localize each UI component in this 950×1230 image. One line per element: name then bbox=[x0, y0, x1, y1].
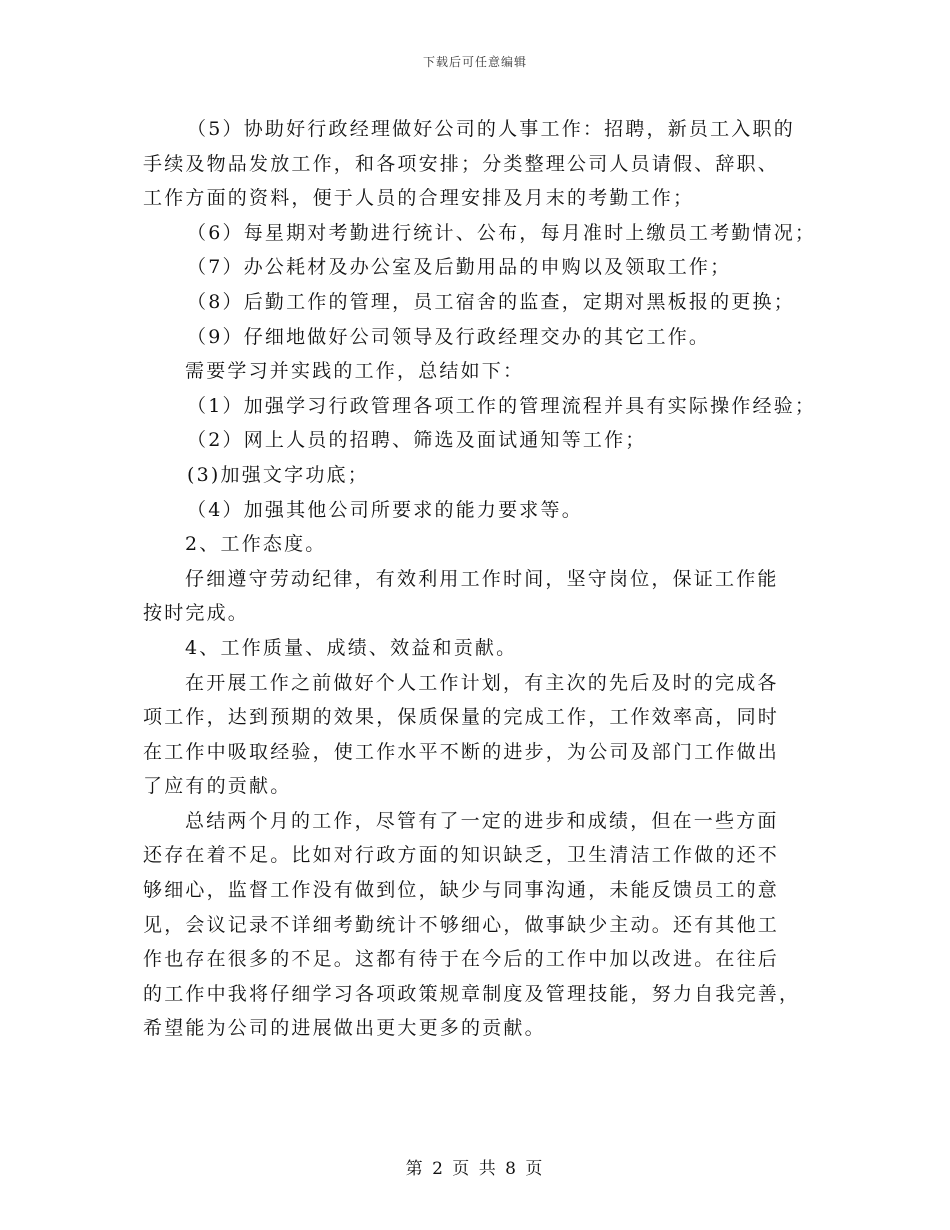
text-line: 在工作中吸取经验，使工作水平不断的进步，为公司及部门工作做出 bbox=[143, 740, 780, 763]
text-line: 作也存在很多的不足。这都有待于在今后的工作中加以改进。在往后 bbox=[143, 948, 780, 971]
text-line: 项工作，达到预期的效果，保质保量的完成工作，工作效率高，同时 bbox=[143, 706, 780, 729]
text-line: 了应有的贡献。 bbox=[143, 775, 292, 798]
text-line: 手续及物品发放工作，和各项安排；分类整理公司人员请假、辞职、 bbox=[143, 152, 780, 175]
text-line: 的工作中我将仔细学习各项政策规章制度及管理技能，努力自我完善， bbox=[143, 982, 801, 1005]
text-line: （8）后勤工作的管理，员工宿舍的监查，定期对黑板报的更换； bbox=[187, 290, 795, 313]
document-body bbox=[143, 112, 823, 1046]
text-line: 按时完成。 bbox=[143, 602, 250, 625]
text-line: 总结两个月的工作，尽管有了一定的进步和成绩，但在一些方面 bbox=[185, 809, 779, 832]
text-line: 够细心，监督工作没有做到位，缺少与同事沟通，未能反馈员工的意 bbox=[143, 879, 780, 902]
text-line: 还存在着不足。比如对行政方面的知识缺乏，卫生清洁工作做的还不 bbox=[143, 844, 780, 867]
text-line: (3)加强文字功底； bbox=[187, 463, 369, 486]
text-line: 仔细遵守劳动纪律，有效利用工作时间，坚守岗位，保证工作能 bbox=[185, 567, 779, 590]
page-header: 下载后可任意编辑 bbox=[422, 55, 527, 69]
text-line: 工作方面的资料，便于人员的合理安排及月末的考勤工作； bbox=[143, 187, 695, 210]
section-heading: 4、工作质量、成绩、效益和贡献。 bbox=[185, 636, 518, 659]
text-line: 在开展工作之前做好个人工作计划，有主次的先后及时的完成各 bbox=[185, 671, 779, 694]
text-line: 见，会议记录不详细考勤统计不够细心，做事缺少主动。还有其他工 bbox=[143, 913, 780, 936]
text-line: 希望能为公司的进展做出更大更多的贡献。 bbox=[143, 1017, 546, 1040]
text-line: （6）每星期对考勤进行统计、公布，每月准时上缴员工考勤情况； bbox=[187, 221, 817, 244]
text-line: （2）网上人员的招聘、筛选及面试通知等工作； bbox=[187, 429, 647, 452]
text-line: （9）仔细地做好公司领导及行政经理交办的其它工作。 bbox=[187, 325, 711, 348]
text-line: （7）办公耗材及办公室及后勤用品的申购以及领取工作； bbox=[187, 256, 732, 279]
text-line: 需要学习并实践的工作，总结如下： bbox=[185, 360, 525, 383]
text-line: （4）加强其他公司所要求的能力要求等。 bbox=[187, 498, 583, 521]
page-number-footer: 第 2 页 共 8 页 bbox=[405, 1159, 545, 1179]
text-line: （1）加强学习行政管理各项工作的管理流程并具有实际操作经验； bbox=[187, 394, 817, 417]
text-line: （5）协助好行政经理做好公司的人事工作：招聘，新员工入职的 bbox=[187, 118, 795, 140]
section-heading: 2、工作态度。 bbox=[185, 533, 327, 556]
